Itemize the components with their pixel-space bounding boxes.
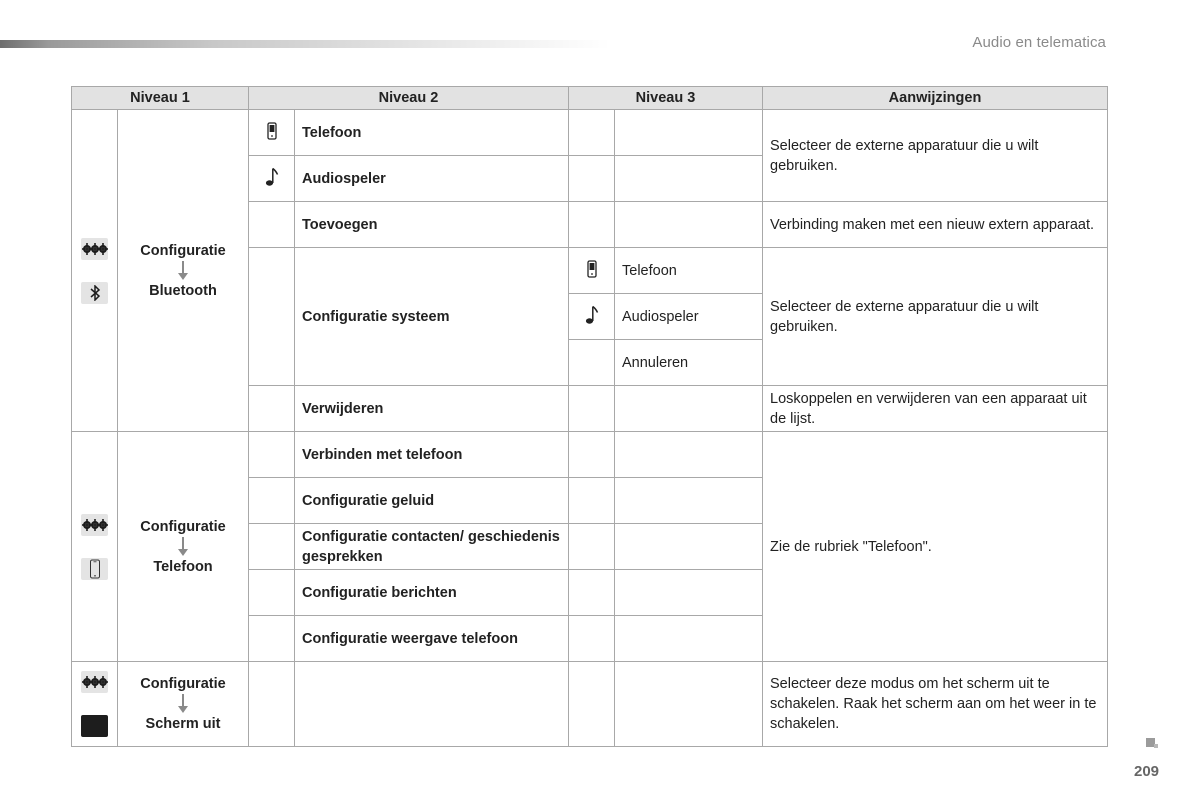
bluetooth-icon xyxy=(81,282,108,304)
music-icon-cell xyxy=(249,156,295,202)
phone-icon xyxy=(267,122,277,140)
column-header-aanwijzingen: Aanwijzingen xyxy=(763,87,1108,110)
level2-audiospeler: Audiospeler xyxy=(295,156,569,202)
music-note-icon xyxy=(265,167,279,187)
smartphone-icon xyxy=(81,558,108,580)
level1-configuratie-label: Configuratie xyxy=(140,518,226,535)
level1-icon-cell xyxy=(72,110,118,432)
empty-cell xyxy=(615,524,763,570)
level2-verbinden-met-telefoon: Verbinden met telefoon xyxy=(295,432,569,478)
page-marker-square-small xyxy=(1154,744,1158,748)
empty-cell xyxy=(569,524,615,570)
phone-icon xyxy=(587,260,597,278)
level2-verwijderen: Verwijderen xyxy=(295,386,569,432)
empty-cell xyxy=(249,202,295,248)
column-header-niveau-1: Niveau 1 xyxy=(72,87,249,110)
level2-configuratie-systeem: Configuratie systeem xyxy=(295,248,569,386)
page-number: 209 xyxy=(1134,763,1160,780)
empty-cell xyxy=(249,524,295,570)
music-icon-cell xyxy=(569,294,615,340)
empty-cell xyxy=(569,616,615,662)
empty-cell xyxy=(615,110,763,156)
column-header-niveau-2: Niveau 2 xyxy=(249,87,569,110)
level2-configuratie-geluid: Configuratie geluid xyxy=(295,478,569,524)
section-title: Audio en telematica xyxy=(972,34,1106,51)
note-remove-device: Loskoppelen en verwijderen van een apparaat uit de lijst. xyxy=(763,386,1108,432)
empty-cell xyxy=(249,662,295,747)
note-screen-off: Selecteer deze modus om het scherm uit te schakelen. Raak het scherm aan om het weer in te schakelen. xyxy=(763,662,1108,747)
empty-cell xyxy=(569,432,615,478)
level1-icon-cell xyxy=(72,662,118,747)
phone-icon-cell xyxy=(249,110,295,156)
level2-configuratie-contacten: Configuratie contacten/ geschiedenis gesprekken xyxy=(295,524,569,570)
empty-cell xyxy=(615,570,763,616)
level2-telefoon: Telefoon xyxy=(295,110,569,156)
gears-icon xyxy=(81,514,108,536)
table-row xyxy=(72,432,1108,478)
empty-cell xyxy=(615,386,763,432)
level2-toevoegen: Toevoegen xyxy=(295,202,569,248)
empty-cell xyxy=(249,616,295,662)
empty-cell xyxy=(249,248,295,386)
empty-cell xyxy=(295,662,569,747)
empty-cell xyxy=(569,156,615,202)
empty-cell xyxy=(569,662,615,747)
level3-annuleren: Annuleren xyxy=(615,340,763,386)
level3-audiospeler: Audiospeler xyxy=(615,294,763,340)
arrow-down-icon xyxy=(177,537,189,557)
note-add-device: Verbinding maken met een nieuw extern apparaat. xyxy=(763,202,1108,248)
table-row xyxy=(72,110,1108,156)
column-header-niveau-3: Niveau 3 xyxy=(569,87,763,110)
gears-icon xyxy=(81,671,108,693)
arrow-down-icon xyxy=(177,261,189,281)
empty-cell xyxy=(569,340,615,386)
empty-cell xyxy=(249,478,295,524)
arrow-down-icon xyxy=(177,694,189,714)
level2-configuratie-berichten: Configuratie berichten xyxy=(295,570,569,616)
note-see-telefoon: Zie de rubriek "Telefoon". xyxy=(763,432,1108,662)
settings-table xyxy=(71,86,1108,747)
gears-icon xyxy=(81,238,108,260)
empty-cell xyxy=(615,156,763,202)
empty-cell xyxy=(615,202,763,248)
empty-cell xyxy=(569,202,615,248)
table-row xyxy=(72,662,1108,747)
level1-scherm-uit-label: Scherm uit xyxy=(145,716,221,732)
phone-icon-cell xyxy=(569,248,615,294)
level1-icon-cell xyxy=(72,432,118,662)
level1-telefoon-label: Telefoon xyxy=(153,558,213,575)
level1-bluetooth-label: Bluetooth xyxy=(149,282,217,299)
empty-cell xyxy=(569,478,615,524)
note-select-device: Selecteer de externe apparatuur die u wilt gebruiken. xyxy=(763,110,1108,202)
empty-cell xyxy=(249,432,295,478)
level3-telefoon: Telefoon xyxy=(615,248,763,294)
level2-configuratie-weergave-telefoon: Configuratie weergave telefoon xyxy=(295,616,569,662)
level1-label-cell xyxy=(118,432,249,662)
empty-cell xyxy=(615,432,763,478)
empty-cell xyxy=(569,570,615,616)
empty-cell xyxy=(249,570,295,616)
empty-cell xyxy=(249,386,295,432)
level1-label-cell xyxy=(118,662,249,747)
empty-cell xyxy=(569,110,615,156)
empty-cell xyxy=(615,662,763,747)
note-system-select: Selecteer de externe apparatuur die u wilt gebruiken. xyxy=(763,248,1108,386)
empty-cell xyxy=(615,616,763,662)
level1-label-cell xyxy=(118,110,249,432)
level1-configuratie-label: Configuratie xyxy=(140,242,226,259)
level1-configuratie-label: Configuratie xyxy=(140,676,226,692)
music-note-icon xyxy=(585,305,599,325)
screen-off-icon xyxy=(81,715,108,737)
empty-cell xyxy=(569,386,615,432)
header-gradient-bar xyxy=(0,40,610,48)
table-header-row xyxy=(72,87,1108,110)
empty-cell xyxy=(615,478,763,524)
